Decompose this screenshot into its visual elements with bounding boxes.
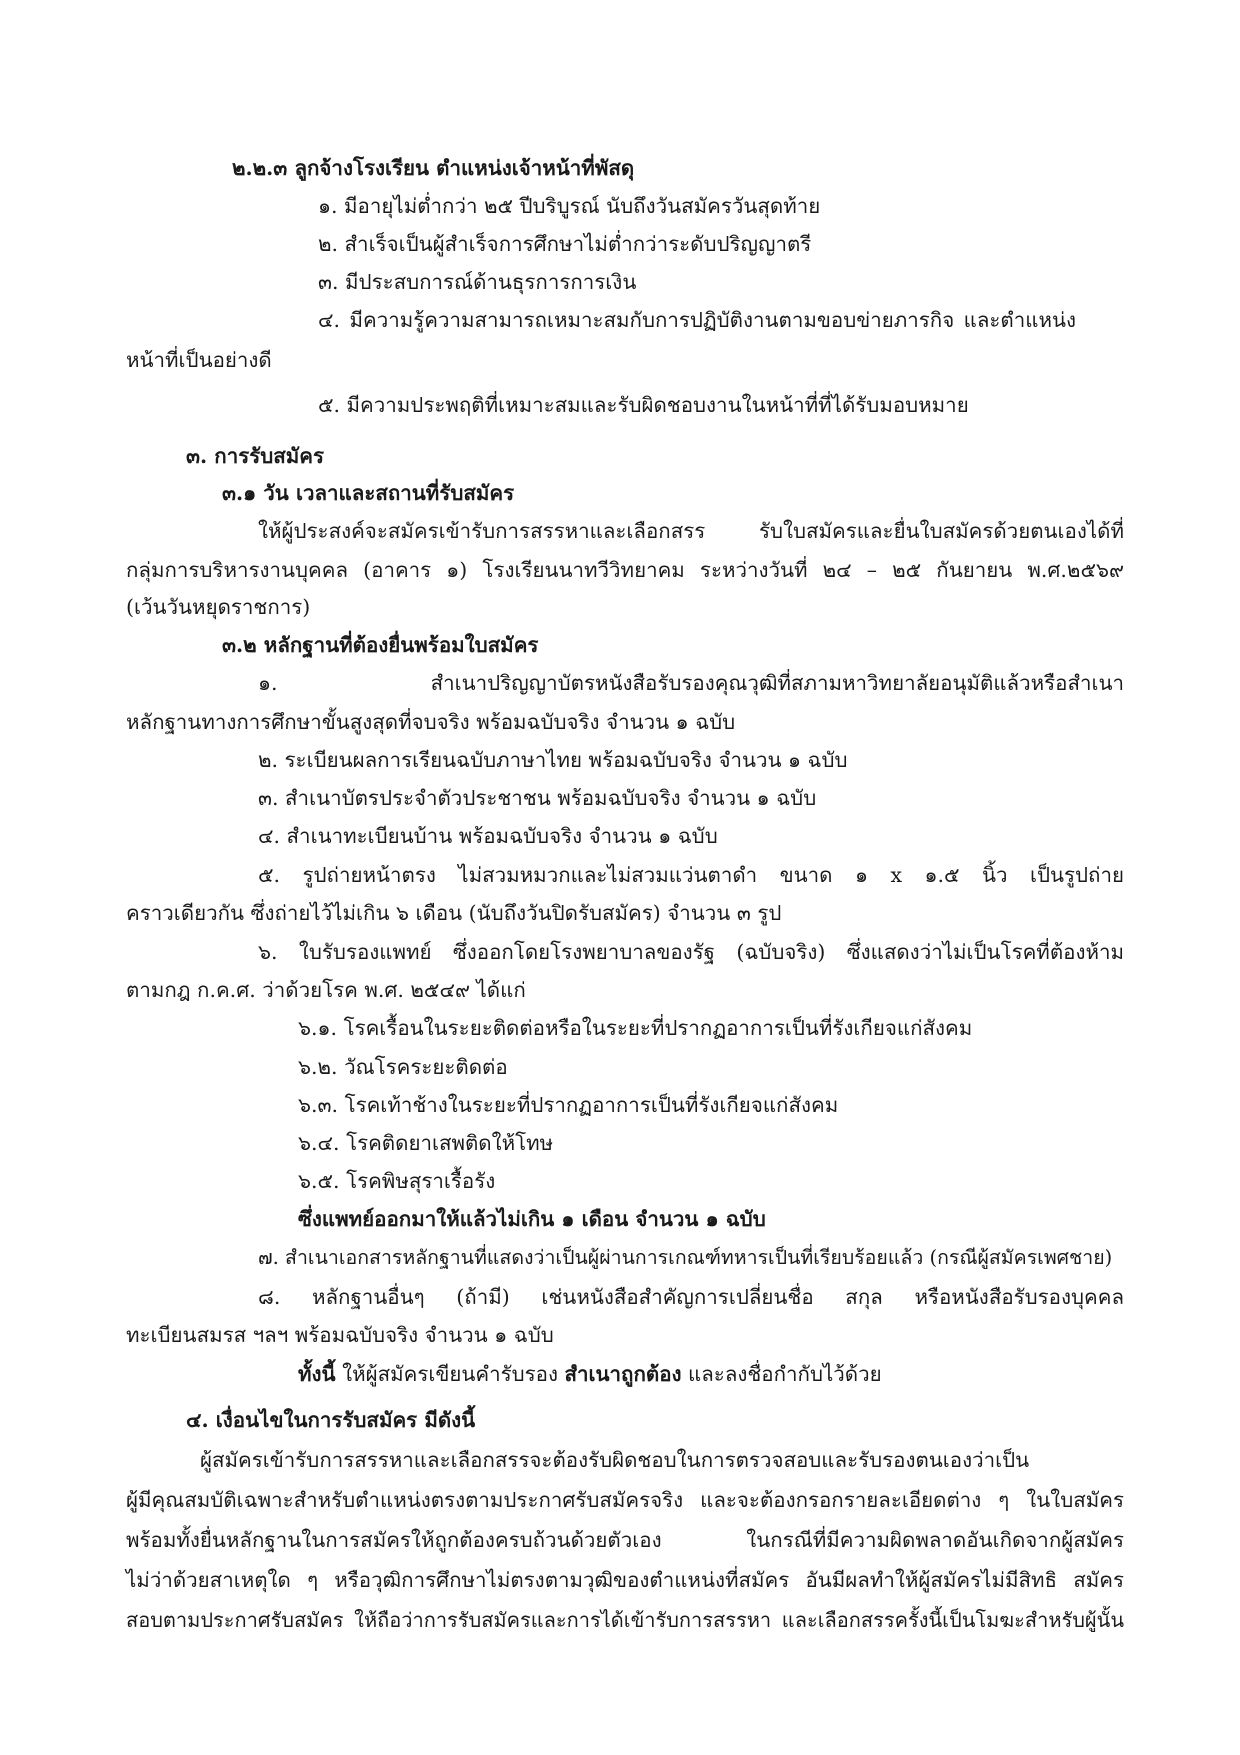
section-3-2-heading: ๓.๒ หลักฐานที่ต้องยื่นพร้อมใบสมัคร — [222, 633, 539, 657]
section-4-line2: ผู้มีคุณสมบัติเฉพาะสำหรับตำแหน่งตรงตามประกาศรับสมัครจริง และจะต้องกรอกรายละเอียดต่าง ๆ ในใบสมัคร — [126, 1488, 1124, 1512]
document-item-4: ๔. สำเนาทะเบียนบ้าน พร้อมฉบับจริง จำนวน ๑ ฉบับ — [258, 824, 718, 848]
section-3-1-heading: ๓.๑ วัน เวลาและสถานที่รับสมัคร — [222, 481, 515, 505]
note-bold-certified: สำเนาถูกต้อง — [564, 1362, 682, 1386]
section-3-1-line1: ให้ผู้ประสงค์จะสมัครเข้ารับการสรรหาและเลือกสรร รับใบสมัครและยื่นใบสมัครด้วยตนเองได้ที่ — [258, 519, 1124, 543]
document-item-3: ๓. สำเนาบัตรประจำตัวประชาชน พร้อมฉบับจริง จำนวน ๑ ฉบับ — [258, 786, 817, 810]
section-4-line1: ผู้สมัครเข้ารับการสรรหาและเลือกสรรจะต้องรับผิดชอบในการตรวจสอบและรับรองตนเองว่าเป็น — [200, 1448, 1030, 1472]
document-item-6-line2: ตามกฎ ก.ค.ศ. ว่าด้วยโรค พ.ศ. ๒๕๔๙ ได้แก่ — [126, 978, 526, 1002]
qualification-item-3: ๓. มีประสบการณ์ด้านธุรการการเงิน — [318, 270, 637, 294]
note-end: และลงชื่อกำกับไว้ด้วย — [681, 1362, 882, 1386]
section-3-1-line2: กลุ่มการบริหารงานบุคคล (อาคาร ๑) โรงเรียนนาทวีวิทยาคม ระหว่างวันที่ ๒๔ – ๒๕ กันยายน พ.ศ.๒๕๖๙ — [126, 558, 1124, 582]
document-item-5-line1: ๕. รูปถ่ายหน้าตรง ไม่สวมหมวกและไม่สวมแว่นตาดำ ขนาด ๑ x ๑.๕ นิ้ว เป็นรูปถ่าย — [258, 863, 1124, 887]
document-item-1-line1: ๑. สำเนาปริญญาบัตรหนังสือรับรองคุณวุฒิที่สภามหาวิทยาลัยอนุมัติแล้วหรือสำเนา — [258, 671, 1124, 695]
section-4-line4: ไม่ว่าด้วยสาเหตุใด ๆ หรือวุฒิการศึกษาไม่ตรงตามวุฒิของตำแหน่งที่สมัคร อันมีผลทำให้ผู้สมัครไม่มีสิทธิ สมัคร — [126, 1568, 1124, 1592]
note-middle: ให้ผู้สมัครเขียนคำรับรอง — [335, 1362, 565, 1386]
qualification-item-1: ๑. มีอายุไม่ต่ำกว่า ๒๕ ปีบริบูรณ์ นับถึงวันสมัครวันสุดท้าย — [318, 194, 821, 218]
qualification-item-5: ๕. มีความประพฤติที่เหมาะสมและรับผิดชอบงานในหน้าที่ที่ได้รับมอบหมาย — [318, 393, 969, 417]
disease-item-6-4: ๖.๔. โรคติดยาเสพติดให้โทษ — [298, 1131, 554, 1155]
note-bold-lead: ทั้งนี้ — [298, 1362, 336, 1386]
qualification-item-4-line2: หน้าที่เป็นอย่างดี — [126, 348, 272, 372]
document-item-6-line1: ๖. ใบรับรองแพทย์ ซึ่งออกโดยโรงพยาบาลของรัฐ (ฉบับจริง) ซึ่งแสดงว่าไม่เป็นโรคที่ต้องห้าม — [258, 940, 1124, 964]
disease-item-6-3: ๖.๓. โรคเท้าช้างในระยะที่ปรากฏอาการเป็นที่รังเกียจแก่สังคม — [298, 1093, 839, 1117]
document-item-7: ๗. สำเนาเอกสารหลักฐานที่แสดงว่าเป็นผู้ผ่านการเกณฑ์ทหารเป็นที่เรียบร้อยแล้ว (กรณีผู้สมัครเพศชาย) — [258, 1246, 1113, 1269]
section-2-2-3-heading: ๒.๒.๓ ลูกจ้างโรงเรียน ตำแหน่งเจ้าหน้าที่พัสดุ — [232, 156, 635, 180]
document-item-5-line2: คราวเดียวกัน ซึ่งถ่ายไว้ไม่เกิน ๖ เดือน (นับถึงวันปิดรับสมัคร) จำนวน ๓ รูป — [126, 901, 782, 925]
qualification-item-2: ๒. สำเร็จเป็นผู้สำเร็จการศึกษาไม่ต่ำกว่าระดับปริญญาตรี — [318, 232, 812, 256]
section-4-heading: ๔. เงื่อนไขในการรับสมัคร มีดังนี้ — [186, 1408, 476, 1432]
section-4-line5: สอบตามประกาศรับสมัคร ให้ถือว่าการรับสมัครและการได้เข้ารับการสรรหา และเลือกสรรครั้งนี้เป็นโมฆะสำหรับผู้นั้น — [126, 1608, 1124, 1632]
disease-item-6-5: ๖.๕. โรคพิษสุราเรื้อรัง — [298, 1169, 496, 1193]
section-3-heading: ๓. การรับสมัคร — [186, 444, 324, 468]
document-item-8-line1: ๘. หลักฐานอื่นๆ (ถ้ามี) เช่นหนังสือสำคัญการเปลี่ยนชื่อ สกุล หรือหนังสือรับรองบุคคล — [258, 1285, 1124, 1309]
section-4-line3: พร้อมทั้งยื่นหลักฐานในการสมัครให้ถูกต้องครบถ้วนด้วยตัวเอง ในกรณีที่มีความผิดพลาดอันเกิดจากผู้สมัคร — [126, 1528, 1124, 1552]
disease-item-6-2: ๖.๒. วัณโรคระยะติดต่อ — [298, 1055, 508, 1079]
document-item-8-line2: ทะเบียนสมรส ฯลฯ พร้อมฉบับจริง จำนวน ๑ ฉบับ — [126, 1323, 554, 1347]
section-3-1-line3: (เว้นวันหยุดราชการ) — [126, 595, 311, 619]
medical-certificate-note: ซึ่งแพทย์ออกมาให้แล้วไม่เกิน ๑ เดือน จำนวน ๑ ฉบับ — [298, 1207, 766, 1231]
document-item-2: ๒. ระเบียนผลการเรียนฉบับภาษาไทย พร้อมฉบับจริง จำนวน ๑ ฉบับ — [258, 748, 848, 772]
disease-item-6-1: ๖.๑. โรคเรื้อนในระยะติดต่อหรือในระยะที่ปรากฏอาการเป็นที่รังเกียจแก่สังคม — [298, 1016, 973, 1040]
document-item-1-line2: หลักฐานทางการศึกษาขั้นสูงสุดที่จบจริง พร้อมฉบับจริง จำนวน ๑ ฉบับ — [126, 710, 736, 734]
qualification-item-4-line1: ๔. มีความรู้ความสามารถเหมาะสมกับการปฏิบัติงานตามขอบข่ายภารกิจ และตำแหน่ง — [318, 308, 1076, 332]
certification-note — [298, 1359, 882, 1389]
